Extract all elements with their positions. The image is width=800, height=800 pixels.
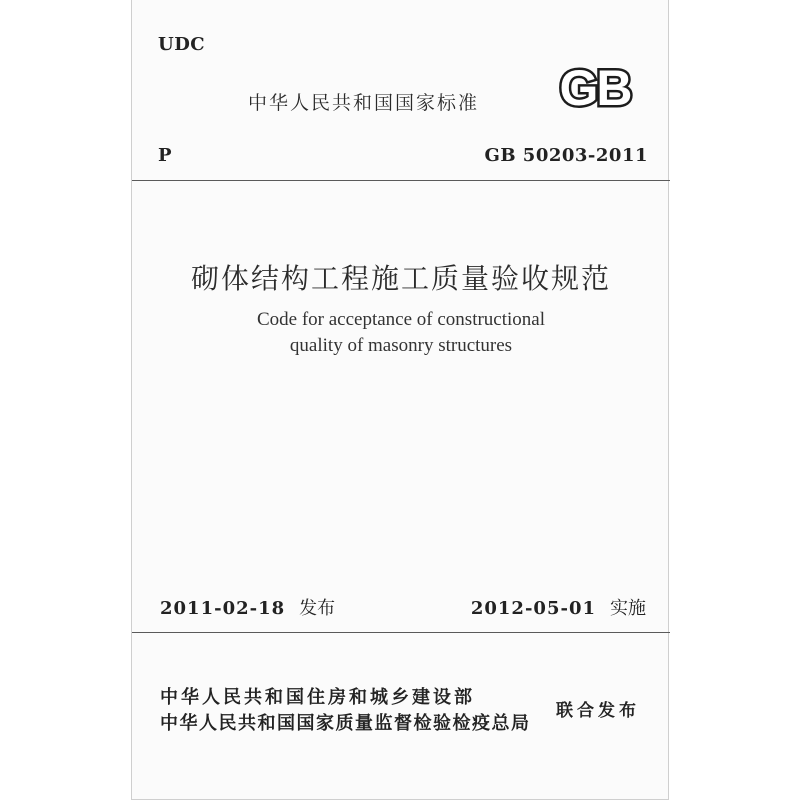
gb-logo <box>542 62 648 112</box>
issue-label: 发布 <box>299 598 336 619</box>
implement-date-block <box>471 594 646 620</box>
english-title-line-2: quality of masonry structures <box>289 335 513 356</box>
svg-text:GB: GB <box>559 62 631 112</box>
english-title <box>132 307 670 359</box>
standard-type-title: 中华人民共和国国家标准 <box>248 92 480 114</box>
book-cover <box>131 0 669 800</box>
top-divider <box>132 180 670 181</box>
publisher-dept-1: 中华人民共和国住房和城乡建设部 <box>160 687 475 708</box>
joint-publish-label: 联合发布 <box>556 701 640 721</box>
english-title-line-1: Code for acceptance of constructional <box>256 309 546 330</box>
publisher-dept-2: 中华人民共和国国家质量监督检验检疫总局 <box>160 713 531 734</box>
issue-date-block <box>160 594 335 620</box>
chinese-title: 砌体结构工程施工质量验收规范 <box>190 262 611 295</box>
standard-number: GB 50203-2011 <box>484 145 648 166</box>
classification-code: P <box>158 145 172 166</box>
implement-date: 2012-05-01 <box>470 598 596 619</box>
implement-label: 实施 <box>610 598 646 619</box>
udc-label: UDC <box>158 34 206 55</box>
issue-date: 2011-02-18 <box>160 598 286 619</box>
bottom-divider <box>132 632 670 633</box>
